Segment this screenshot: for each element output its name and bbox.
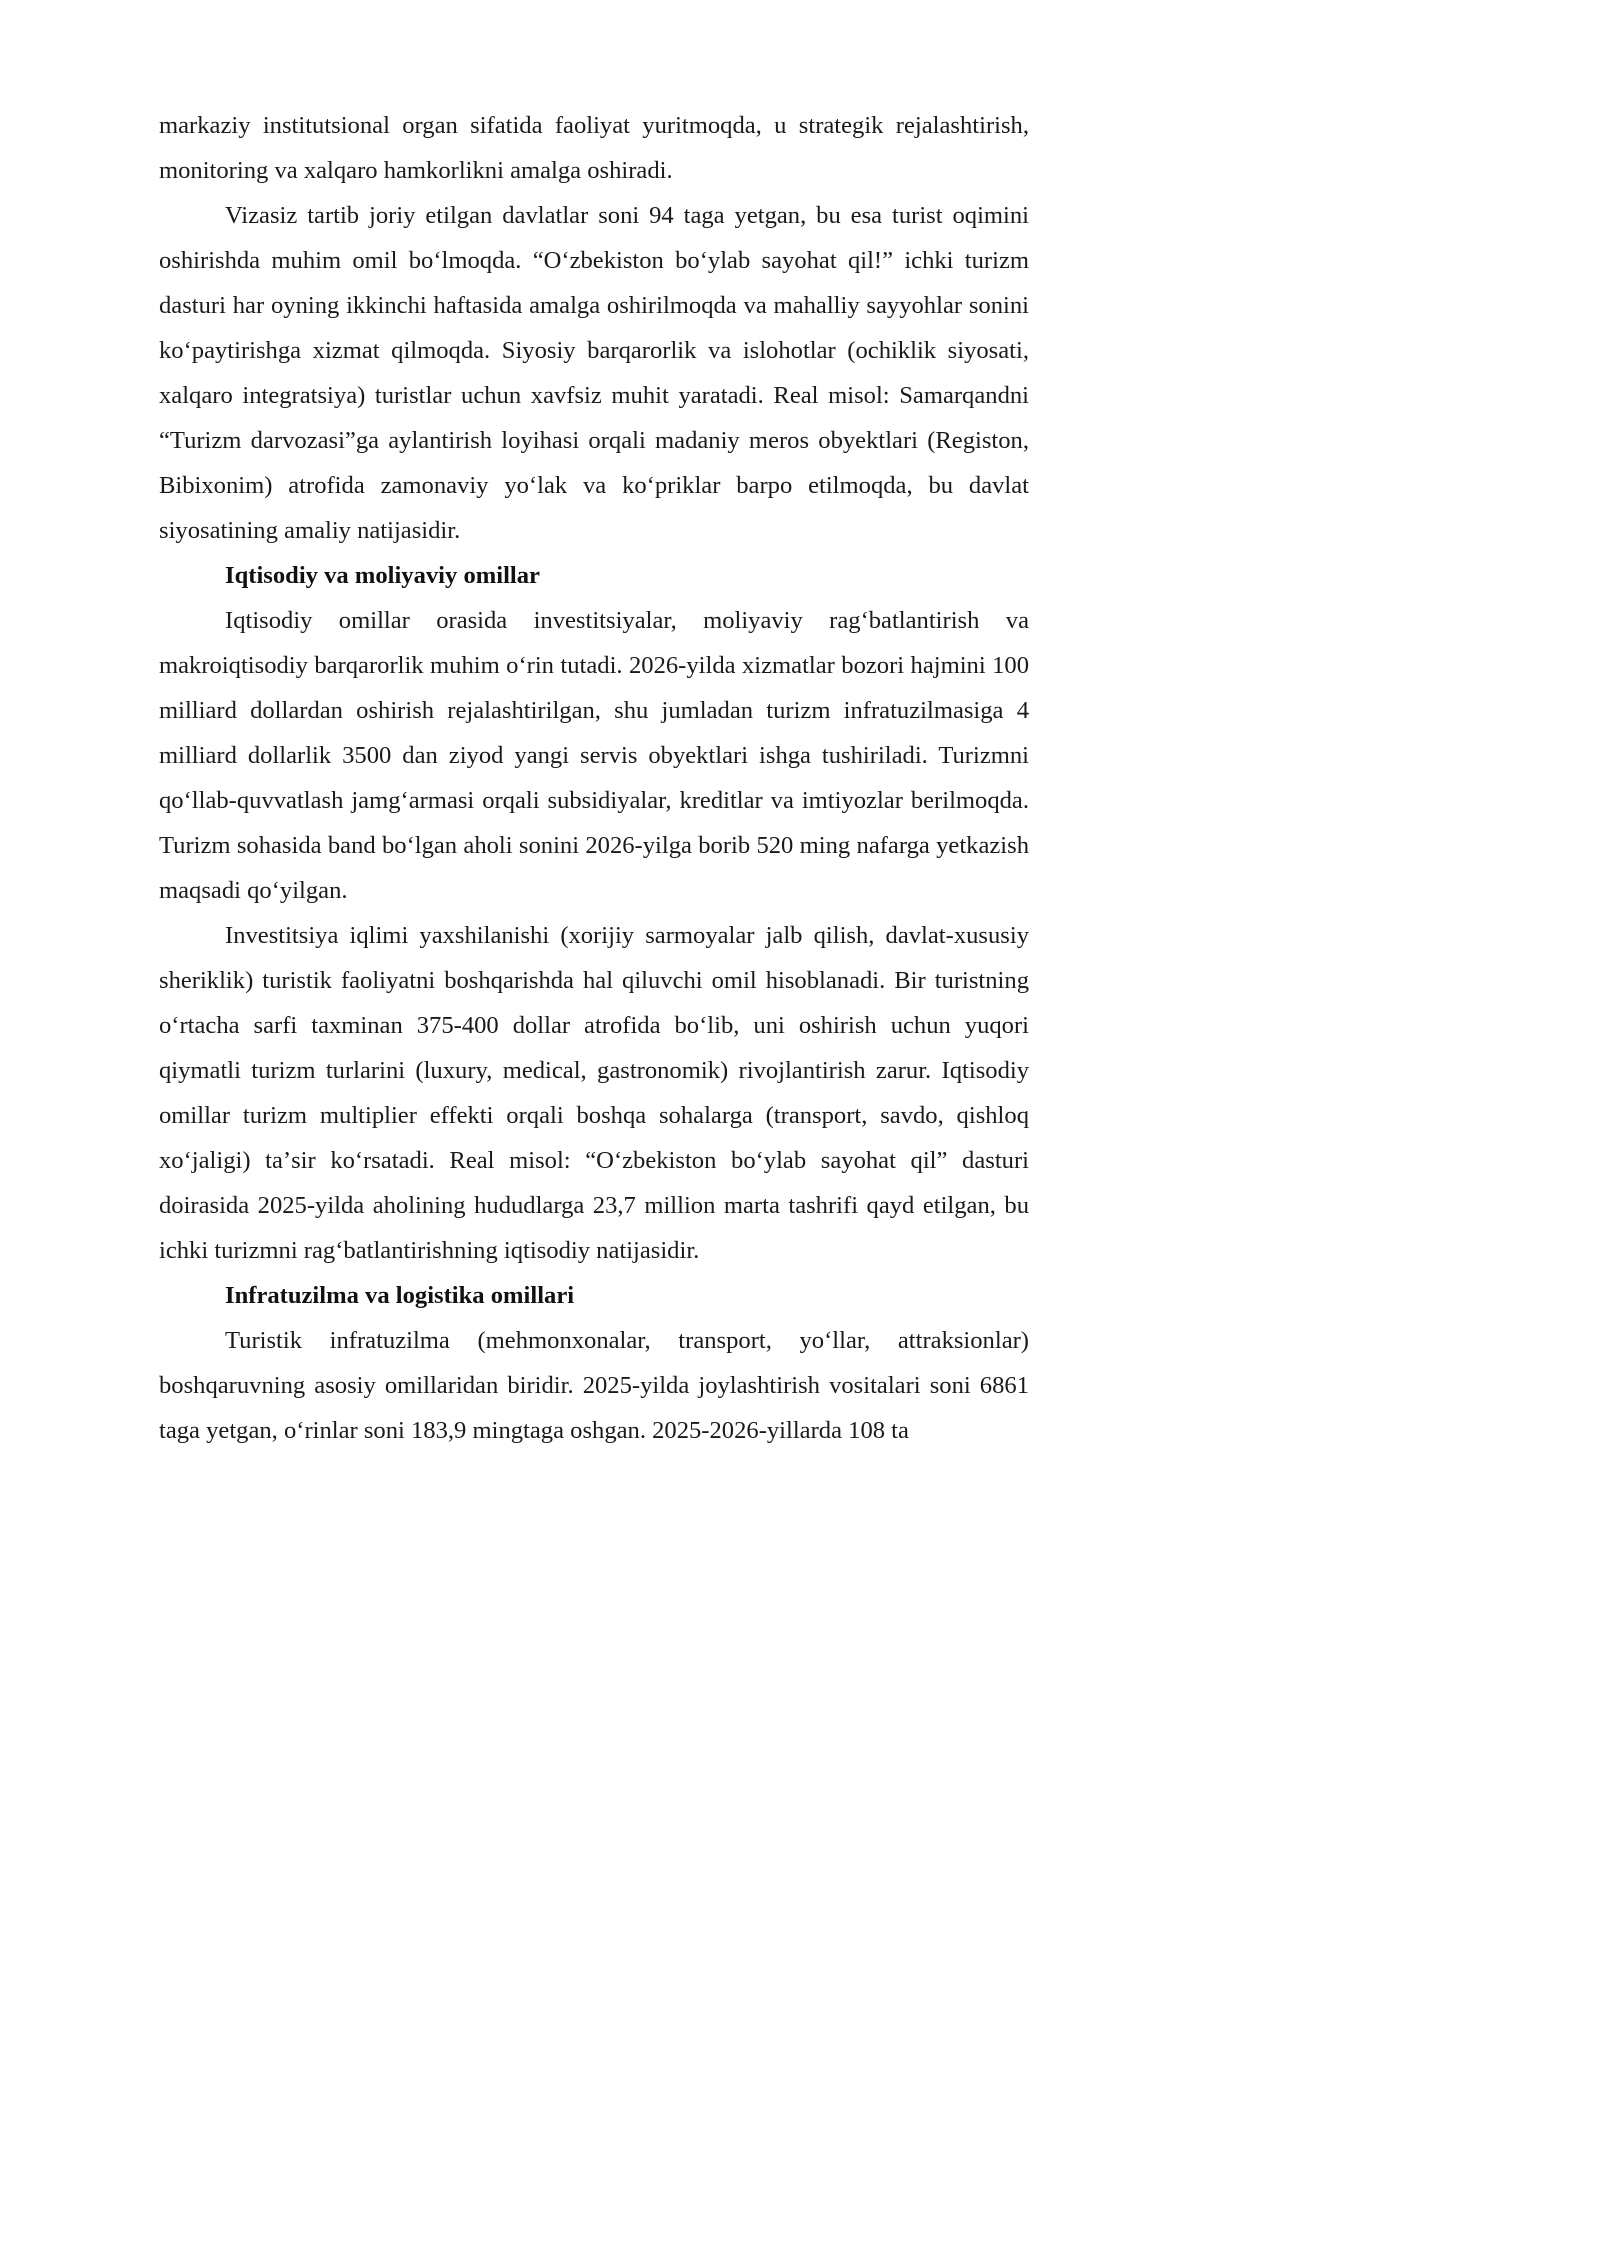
heading-infrastructure-factors: Infratuzilma va logistika omillari [225, 1282, 575, 1309]
paragraph-infrastructure: Turistik infratuzilma (mehmonxonalar, transport, yoʻllar, attraksionlar) boshqaruvning asosiy omillaridan biridir. 2025-yilda joylashtirish vositalari soni 6861 taga yetgan, oʻrinlar soni 183,9 mingtaga oshgan. 2025-2026-yillarda 108 ta [159, 1327, 1029, 1444]
paragraph-continuation: markaziy institutsional organ sifatida faoliyat yuritmoqda, u strategik rejalashtirish, monitoring va xalqaro hamkorlikni amalga oshiradi. [159, 112, 1029, 184]
document-page [0, 0, 1102, 1559]
paragraph-visa-policy: Vizasiz tartib joriy etilgan davlatlar soni 94 taga yetgan, bu esa turist oqimini oshirishda muhim omil boʻlmoqda. “Oʻzbekiston boʻylab sayohat qil!” ichki turizm dasturi har oyning ikkinchi haftasida amalga oshirilmoqda va mahalliy sayyohlar sonini koʻpaytirishga xizmat qilmoqda. Siyosiy barqarorlik va islohotlar (ochiklik siyosati, xalqaro integratsiya) turistlar uchun xavfsiz muhit yaratadi. Real misol: Samarqandni “Turizm darvozasi”ga aylantirish loyihasi orqali madaniy meros obyektlari (Registon, Bibixonim) atrofida zamonaviy yoʻlak va koʻpriklar barpo etilmoqda, bu davlat siyosatining amaliy natijasidir. [159, 202, 1029, 544]
document-body [159, 103, 1029, 1453]
heading-economic-factors: Iqtisodiy va moliyaviy omillar [225, 562, 540, 589]
paragraph-economic-investments: Iqtisodiy omillar orasida investitsiyalar, moliyaviy ragʻbatlantirish va makroiqtisodiy barqarorlik muhim oʻrin tutadi. 2026-yilda xizmatlar bozori hajmini 100 milliard dollardan oshirish rejalashtirilgan, shu jumladan turizm infratuzilmasiga 4 milliard dollarlik 3500 dan ziyod yangi servis obyektlari ishga tushiriladi. Turizmni qoʻllab-quvvatlash jamgʻarmasi orqali subsidiyalar, kreditlar va imtiyozlar berilmoqda. Turizm sohasida band boʻlgan aholi sonini 2026-yilga borib 520 ming nafarga yetkazish maqsadi qoʻyilgan. [159, 607, 1029, 904]
paragraph-investment-climate: Investitsiya iqlimi yaxshilanishi (xorijiy sarmoyalar jalb qilish, davlat-xususiy sheriklik) turistik faoliyatni boshqarishda hal qiluvchi omil hisoblanadi. Bir turistning oʻrtacha sarfi taxminan 375-400 dollar atrofida boʻlib, uni oshirish uchun yuqori qiymatli turizm turlarini (luxury, medical, gastronomik) rivojlantirish zarur. Iqtisodiy omillar turizm multiplier effekti orqali boshqa sohalarga (transport, savdo, qishloq xoʻjaligi) taʼsir koʻrsatadi. Real misol: “Oʻzbekiston boʻylab sayohat qil” dasturi doirasida 2025-yilda aholining hududlarga 23,7 million marta tashrifi qayd etilgan, bu ichki turizmni ragʻbatlantirishning iqtisodiy natijasidir. [159, 922, 1029, 1264]
